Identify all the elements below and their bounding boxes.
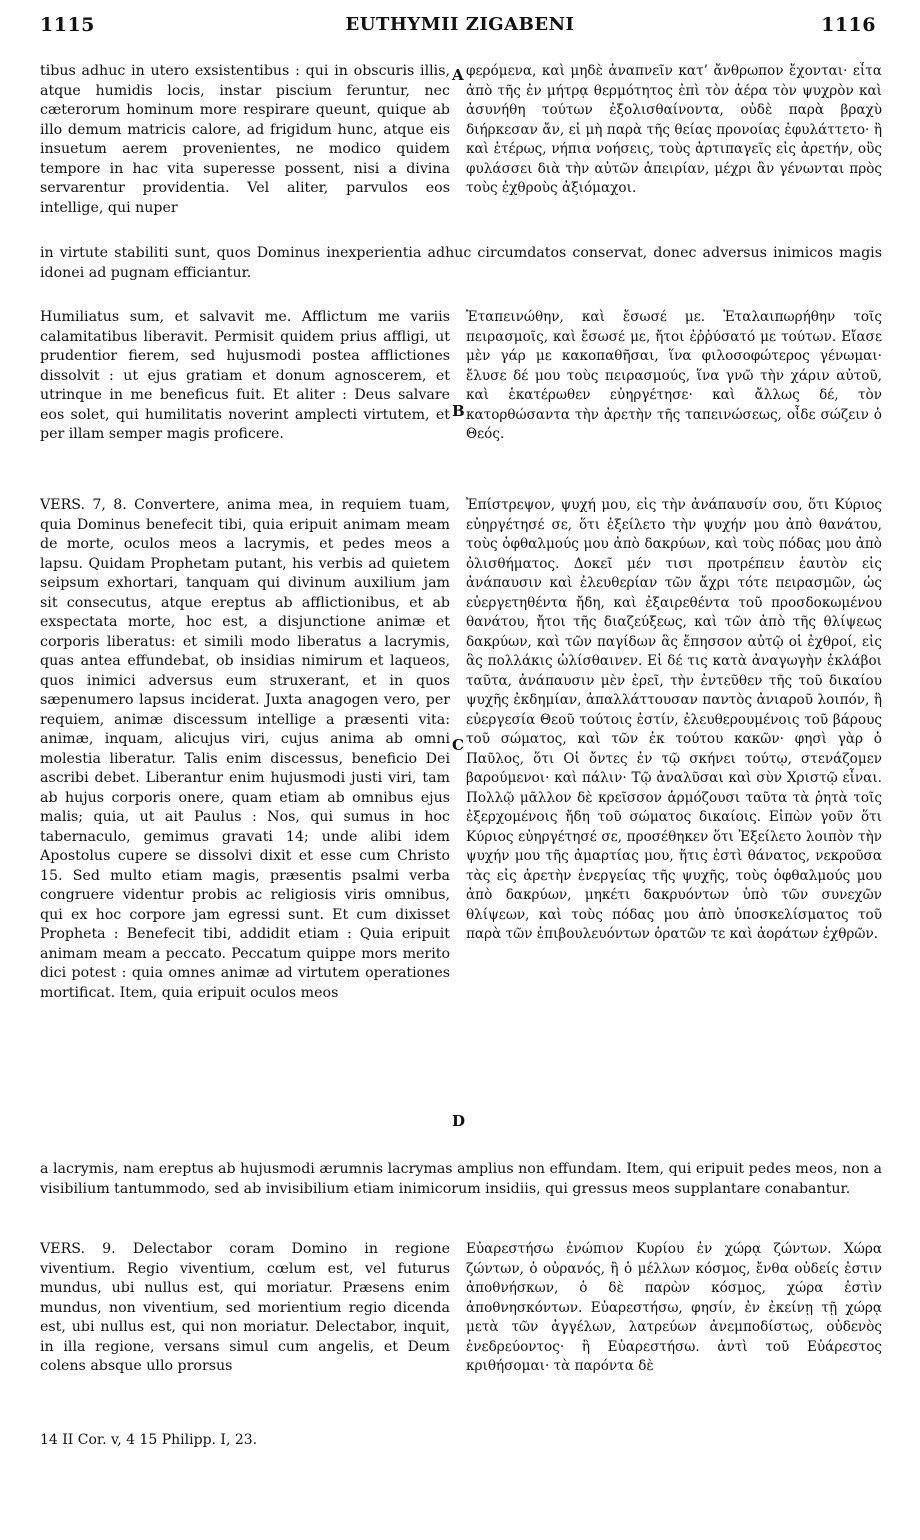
- section-marker-b: B: [452, 402, 465, 420]
- page-number-right: 1116: [821, 14, 876, 36]
- running-title: EUTHYMII ZIGABENI: [345, 14, 575, 35]
- latin-column-block4: VERS. 9. Delectabor coram Domino in regione viventium. Regio viventium, cœlum est, vel futurus mundus, ubi nullus est, qui moriatur. Præsens enim mundus, non viventium, sed morientium regio dicenda est, ubi nullus est, qui non moriatur. Delectabor, inquit, in illa regione, versans simul cum angelis, et Deum colens absque ullo prorsus: [40, 1241, 450, 1374]
- latin-column-block1: tibus adhuc in utero exsistentibus : qui in obscuris illis, atque humidis locis, instar piscium feruntur, nec cæterorum hominum more respirare queunt, quique ab illo demum matricis calore, ad frigidum hunc, atque eis insuetum aerem provenientes, ne modico quidem tempore in hac vita superesse possent, nisi a divina servarentur providentia. Vel aliter, parvulos eos intellige, qui nuper: [40, 63, 450, 216]
- section-marker-d: D: [452, 1112, 466, 1130]
- latin-column-block2: Humiliatus sum, et salvavit me. Afflictum me variis calamitatibus liberavit. Permisit quidem prius affligi, ut prudentior fierem, sed hujusmodi postea afflictiones dissolvit : ut ejus gratiam et donum agnoscerem, et utrinque in me beneficus fuit. Et aliter : Deus salvare eos solet, qui humilitatis noverint amplecti virtutem, et per illam semper magis proficere.: [40, 309, 450, 442]
- latin-fullwidth-block1: in virtute stabiliti sunt, quos Dominus inexperientia adhuc circumdatos conservat, donec adversus inimicos magis idonei ad pugnam efficiantur.: [40, 245, 882, 281]
- greek-column-block4: Εὐαρεστήσω ἐνώπιον Κυρίου ἐν χώρᾳ ζώντων. Χώρα ζώντων, ὁ οὐρανός, ἢ ὁ μέλλων κόσμος, ἔνθα οὐδείς ἐστιν ἀποθνήσκων, ὁ δὲ παρὼν κόσμος, χώρα ἐστὶν ἀποθνησκόντων. Εὐαρεστήσω, φησίν, ἐν ἐκείνῃ τῇ χώρᾳ μετὰ τῶν ἀγγέλων, λατρεύων ἀνεμποδίστως, οὐδενὸς ἐνεδρεύοντος· ἢ Εὐαρεστήσω. ἀντὶ τοῦ Εὐάρεστος κριθήσομαι· τὰ παρόντα δὲ: [466, 1241, 882, 1374]
- greek-column-block1: φερόμενα, καὶ μηδὲ ἀναπνεῖν κατ’ ἄνθρωπον ἔχονται· εἶτα ἀπὸ τῆς ἐν μήτρᾳ θερμότητος ἐπὶ τὸν ἀέρα τὸν ψυχρὸν καὶ ἀσυνήθη τούτων ἐξολισθαίνοντα, οὐδὲ παρὰ βραχὺ διήρκεσαν ἄν, εἰ μὴ παρὰ τῆς θείας προνοίας ἐφυλάττετο· ἢ καὶ ἑτέρως, νήπια νοήσεις, τοὺς ἀρτιπαγεῖς εἰς ἀρετήν, οὓς φυλάσσει διὰ τὴν αὐτῶν ἀπειρίαν, μέχρι ἂν γένωνται πρὸς τοὺς ἐχθροὺς ἀξιόμαχοι.: [466, 63, 882, 196]
- section-marker-a: A: [452, 66, 464, 84]
- latin-column-block3: VERS. 7, 8. Convertere, anima mea, in requiem tuam, quia Dominus benefecit tibi, quia eripuit animam meam de morte, oculos meos a lacrymis, et pedes meos a lapsu. Quidam Prophetam putant, his verbis ad quietem seipsum exhortari, tanquam qui divinum auxilium jam sit consecutus, atque ereptus ab afflictionibus, et ab exspectata morte, hoc est, a disjunctione animæ et corporis liberatus: et simili modo liberatus a lacrymis, quas antea effundebat, ob insidias nimirum et laqueos, quos inimici adversus eum struxerant, et in quos sæpenumero lapsus inciderat. Juxta anagogen vero, per requiem, animæ discessum intellige a præsenti vita: animæ, inquam, alicujus viri, cujus anima ab omni molestia liberatur. Talis enim discessus, beneficio Dei ascribi debet. Liberantur enim hujusmodi justi viri, tam ab hujus corporis onere, quam etiam ab omnibus ejus malis; quia, ut ait Paulus : Nos, qui sumus in hoc tabernaculo, gemimus gravati 14; unde alibi idem Apostolus cupere se dissolvi dixit et esse cum Christo 15. Sed multo etiam magis, præsentis psalmi verba congruere videntur probis ac religiosis viris omnibus, qui ex hoc corpore jam egressi sunt. Et cum dixisset Propheta : Benefecit tibi, addidit etiam : Quia eripuit animam meam a peccato. Peccatum quippe mors merito dici potest : quia omnes animæ ad virtutem operationes mortificat. Item, quia eripuit oculos meos: [40, 497, 450, 1001]
- latin-fullwidth-block3: a lacrymis, nam ereptus ab hujusmodi ærumnis lacrymas amplius non effundam. Item, qui eripuit pedes meos, non a visibilium tantummodo, sed ab invisibilium etiam inimicorum insidiis, qui gressus meos supplantare conabantur.: [40, 1161, 882, 1197]
- greek-column-block2: Ἐταπεινώθην, καὶ ἔσωσέ με. Ἐταλαιπωρήθην τοῖς πειρασμοῖς, καὶ ἔσωσέ με, ἤτοι ἐῤῥύσατό με τούτων. Εἴασε μὲν γάρ με κακοπαθῆσαι, ἵνα φιλοσοφώτερος γένωμαι· ἔλυσε δέ μου τοὺς πειρασμούς, ἵνα γνῶ τὴν χάριν αὐτοῦ, καὶ ἑκατέρωθεν εὐηργέτησε· καὶ ἄλλως δέ, τὸν κατορθώσαντα τὴν ἀρετὴν τῆς ταπεινώσεως, οἶδε σώζειν ὁ Θεός.: [466, 309, 882, 442]
- page-number-left: 1115: [40, 14, 95, 36]
- greek-column-block3: Ἐπίστρεψον, ψυχή μου, εἰς τὴν ἀνάπαυσίν σου, ὅτι Κύριος εὐηργέτησέ σε, ὅτι ἐξείλετο τὴν ψυχήν μου ἀπὸ θανάτου, τοὺς ὀφθαλμούς μου ἀπὸ δακρύων, καὶ τοὺς πόδας μου ἀπὸ ὀλισθήματος. Δοκεῖ μέν τισι προτρέπειν ἑαυτὸν εἰς ἀνάπαυσιν καὶ ἐλευθερίαν τῶν ἄχρι τότε πειρασμῶν, ὡς εὐεργετηθέντα ἤδη, καὶ ἐξαιρεθέντα τοῦ προσδοκωμένου θανάτου, ἤτοι τῆς διαζεύξεως, καὶ τῶν ἀπὸ τῆς θλίψεως δακρύων, καὶ τῶν παγίδων ἃς ἔπησσον αὐτῷ οἱ ἐχθροί, εἰς ἃς πολλάκις ὠλίσθαινεν. Εἰ δέ τις κατὰ ἀναγωγὴν ἐκλάβοι ταῦτα, ἀνάπαυσιν μὲν ἐρεῖ, τὴν ἐντεῦθεν τῆς τοῦ δικαίου ψυχῆς ἐκδημίαν, ἀπαλλάττουσαν παντὸς ἀνιαροῦ λοιπόν, ἣ εὐεργεσία Θεοῦ τούτοις ἐστίν, ἐλευθερουμένοις τοῦ βάρους τοῦ σώματος, καὶ τῶν ἐκ τούτου κακῶν· φησὶ γὰρ ὁ Παῦλος, ὅτι Οἱ ὄντες ἐν τῷ σκήνει τούτῳ, στενάζομεν βαρούμενοι· καὶ πάλιν· Τῷ ἀναλῦσαι καὶ σὺν Χριστῷ εἶναι. Πολλῷ μᾶλλον δὲ κρεῖσσον ἁρμόζουσι ταῦτα τὰ ῥητὰ τοῖς ἐξερχομένοις ἤδη τοῦ σώματος δικαίοις. Εἰπὼν γοῦν ὅτι Κύριος εὐηργέτησέ σε, προσέθηκεν ὅτι Ἐξείλετο λοιπὸν τὴν ψυχήν μου τῆς ἁμαρτίας μου, ἥτις ἐστὶ θάνατος, νεκροῦσα τὰς εἰς ἀρετὴν ἐνεργείας τῆς ψυχῆς, τοὺς ὀφθαλμούς μου ἀπὸ δακρύων, μηκέτι δακρυόντων ὑπὸ τῶν συνεχῶν θλίψεων, καὶ τοὺς πόδας μου ἀπὸ ὑποσκελίσματος τοῦ παρὰ τῶν ἐπιβουλευόντων ὁρατῶν τε καὶ ἀοράτων ἐχθρῶν.: [466, 497, 882, 942]
- section-marker-c: C: [452, 736, 464, 754]
- footnotes: 14 II Cor. v, 4 15 Philipp. I, 23.: [40, 1432, 258, 1448]
